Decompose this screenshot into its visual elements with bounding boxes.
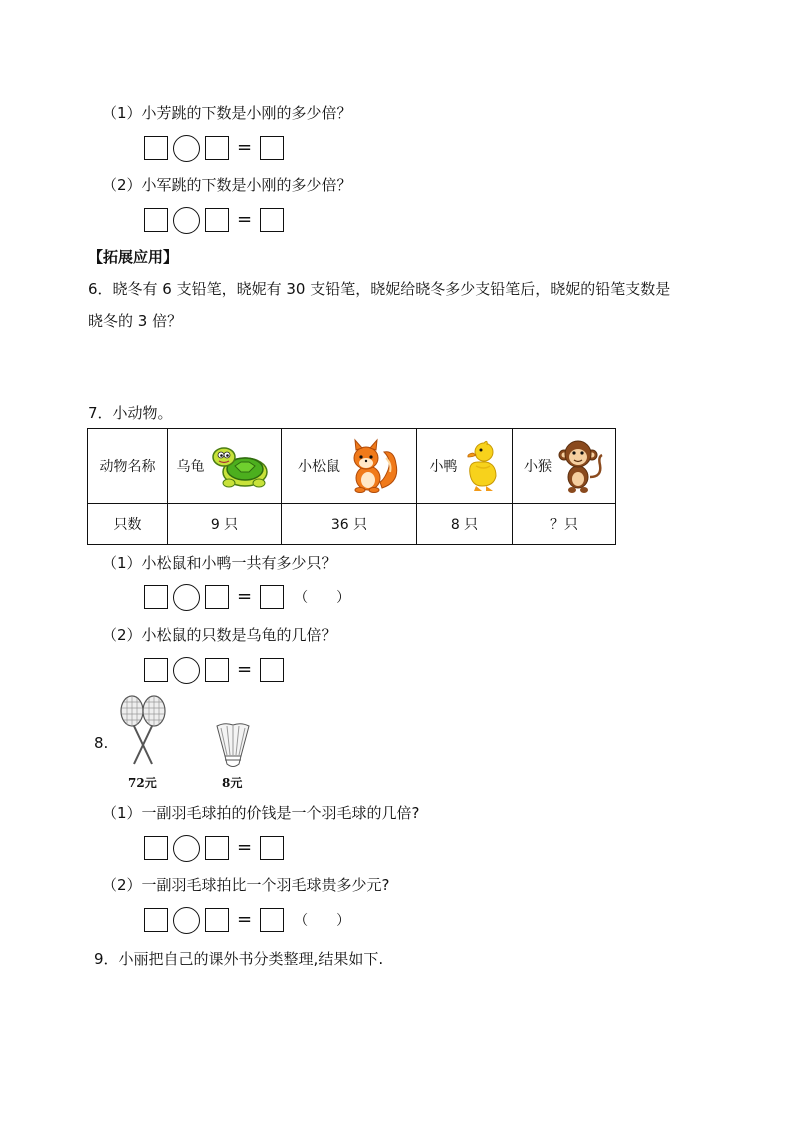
operator-circle[interactable] xyxy=(173,835,200,862)
animal-name: 小猴 xyxy=(524,459,552,475)
animal-cell xyxy=(168,429,282,504)
answer-box[interactable] xyxy=(144,136,168,160)
q7-sub1-text: （1）小松鼠和小鸭一共有多少只？ xyxy=(102,554,337,572)
equals-sign: = xyxy=(237,209,253,230)
q7-title: 7．小动物。 xyxy=(88,404,173,422)
answer-box[interactable] xyxy=(205,585,229,609)
animal-name: 小鸭 xyxy=(429,459,458,475)
q9-text: 9．小丽把自己的课外书分类整理,结果如下. xyxy=(94,950,384,968)
answer-box[interactable] xyxy=(205,836,229,860)
equals-sign: = xyxy=(237,909,253,930)
animal-name: 小松鼠 xyxy=(298,459,340,475)
q6-line1: 6．晓冬有 6 支铅笔，晓妮有 30 支铅笔，晓妮给晓冬多少支铅笔后，晓妮的铅笔支数是 xyxy=(88,280,671,298)
shuttlecock-price: 8元 xyxy=(222,776,243,790)
answer-box[interactable] xyxy=(205,658,229,682)
q8-sub2-text: （2）一副羽毛球拍比一个羽毛球贵多少元? xyxy=(102,876,390,894)
duck-icon xyxy=(464,440,500,492)
section-title: 【拓展应用】 xyxy=(88,248,179,266)
answer-box[interactable] xyxy=(205,208,229,232)
operator-circle[interactable] xyxy=(173,135,200,162)
q8-sub2-equation xyxy=(144,906,350,934)
count-cell: 36 只 xyxy=(282,504,417,545)
shuttlecock-icon xyxy=(213,722,253,770)
result-box[interactable] xyxy=(260,908,284,932)
animal-table xyxy=(87,428,616,545)
result-box[interactable] xyxy=(260,836,284,860)
result-box[interactable] xyxy=(260,208,284,232)
answer-box[interactable] xyxy=(144,585,168,609)
q5-sub2-equation xyxy=(144,206,284,234)
header-label: 动物名称 xyxy=(99,459,156,475)
count-cell: ？只 xyxy=(513,504,616,545)
q5-sub1-equation xyxy=(144,134,284,162)
q7-sub2-text: （2）小松鼠的只数是乌龟的几倍？ xyxy=(102,626,337,644)
answer-box[interactable] xyxy=(144,658,168,682)
equals-sign: = xyxy=(237,586,253,607)
animal-cell xyxy=(513,429,616,504)
squirrel-icon xyxy=(346,438,400,494)
count-cell: 8 只 xyxy=(417,504,513,545)
q8-number: 8. xyxy=(94,734,109,752)
q5-sub1-text: （1）小芳跳的下数是小刚的多少倍？ xyxy=(102,104,352,122)
equals-sign: = xyxy=(237,837,253,858)
monkey-icon xyxy=(558,437,604,495)
table-row xyxy=(88,429,616,504)
racket-price: 72元 xyxy=(128,776,157,790)
equals-sign: = xyxy=(237,137,253,158)
q7-sub1-equation xyxy=(144,583,350,611)
q5-sub2-text: （2）小军跳的下数是小刚的多少倍？ xyxy=(102,176,352,194)
count-cell: 9 只 xyxy=(168,504,282,545)
equals-sign: = xyxy=(237,659,253,680)
q6-line2: 晓冬的 3 倍？ xyxy=(88,312,183,330)
answer-box[interactable] xyxy=(144,208,168,232)
count-label: 只数 xyxy=(113,517,142,533)
table-row xyxy=(88,504,616,545)
count-label-cell xyxy=(88,504,168,545)
badminton-racket-icon xyxy=(118,694,170,768)
q8-sub1-text: （1）一副羽毛球拍的价钱是一个羽毛球的几倍? xyxy=(102,804,420,822)
result-box[interactable] xyxy=(260,658,284,682)
operator-circle[interactable] xyxy=(173,657,200,684)
animal-cell xyxy=(417,429,513,504)
q8-sub1-equation xyxy=(144,834,284,862)
answer-box[interactable] xyxy=(205,136,229,160)
unit-paren[interactable]: （ ） xyxy=(294,913,351,929)
operator-circle[interactable] xyxy=(173,584,200,611)
operator-circle[interactable] xyxy=(173,907,200,934)
header-label-cell xyxy=(88,429,168,504)
unit-paren[interactable]: （ ） xyxy=(294,590,351,606)
turtle-icon xyxy=(211,442,273,490)
animal-cell xyxy=(282,429,417,504)
result-box[interactable] xyxy=(260,136,284,160)
answer-box[interactable] xyxy=(144,908,168,932)
operator-circle[interactable] xyxy=(173,207,200,234)
answer-box[interactable] xyxy=(144,836,168,860)
result-box[interactable] xyxy=(260,585,284,609)
animal-name: 乌龟 xyxy=(176,459,205,475)
answer-box[interactable] xyxy=(205,908,229,932)
q7-sub2-equation xyxy=(144,656,284,684)
